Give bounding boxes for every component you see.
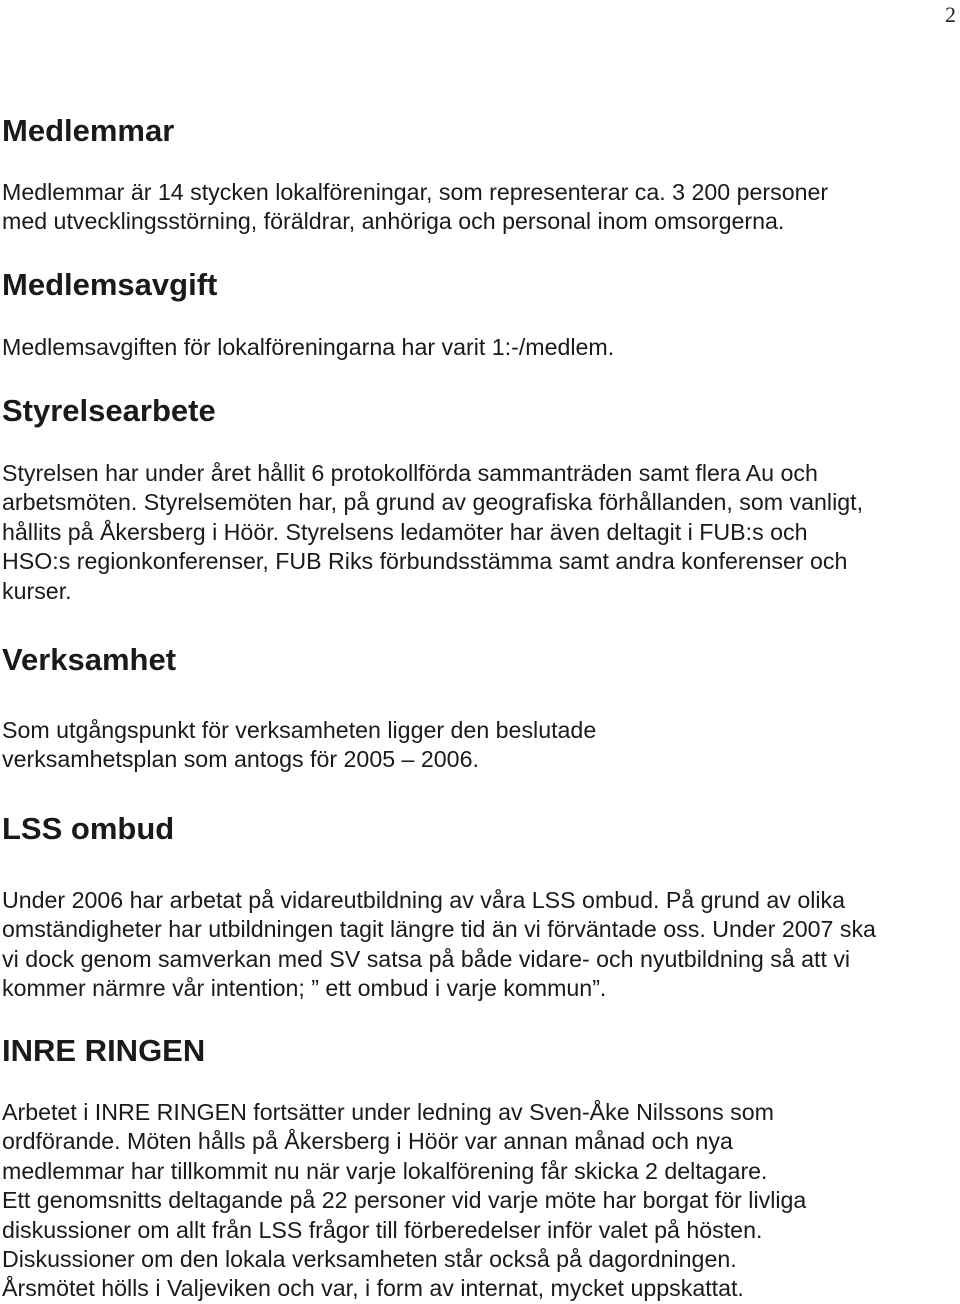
section-heading-verksamhet: Verksamhet (2, 642, 177, 677)
text-line: hållits på Åkersberg i Höör. Styrelsens ledamöter har även deltagit i FUB:s och (2, 518, 808, 545)
section-heading-lss-ombud: LSS ombud (2, 811, 175, 846)
text-line: Diskussioner om den lokala verksamheten står också på dagordningen. (2, 1246, 737, 1273)
section-heading-medlemmar: Medlemmar (2, 113, 175, 148)
text-line: Årsmötet hölls i Valjeviken och var, i form av internat, mycket uppskattat. (2, 1275, 744, 1302)
text-line: omständigheter har utbildningen tagit längre tid än vi förväntade oss. Under 2007 ska (2, 916, 876, 943)
section-heading-medlemsavgift: Medlemsavgift (2, 267, 218, 302)
text-line: arbetsmöten. Styrelsemöten har, på grund av geografiska förhållanden, som vanligt, (2, 489, 864, 516)
section-body-inre-ringen (2, 1098, 958, 1304)
text-line: kurser. (2, 577, 72, 604)
text-line: med utvecklingsstörning, föräldrar, anhöriga och personal inom omsorgerna. (2, 208, 785, 235)
text-line: kommer närmre vår intention; ” ett ombud i varje kommun”. (2, 975, 607, 1002)
section-heading-inre-ringen: INRE RINGEN (2, 1033, 206, 1068)
text-line: ordförande. Möten hålls på Åkersberg i Höör var annan månad och nya (2, 1128, 733, 1155)
section-body-styrelsearbete (2, 459, 958, 606)
page-number: 2 (945, 2, 956, 27)
text-line: Arbetet i INRE RINGEN fortsätter under ledning av Sven-Åke Nilssons som (2, 1099, 774, 1125)
text-line: diskussioner om allt från LSS frågor till förberedelser inför valet på hösten. (2, 1216, 763, 1243)
text-line: Under 2006 har arbetat på vidareutbildning av våra LSS ombud. På grund av olika (2, 887, 846, 913)
section-body-medlemmar (2, 178, 958, 237)
text-line: verksamhetsplan som antogs för 2005 – 2006. (2, 746, 479, 773)
text-line: Medlemmar är 14 stycken lokalföreningar, som representerar ca. 3 200 personer (2, 179, 829, 205)
section-body-verksamhet (2, 716, 958, 775)
text-line: medlemmar har tillkommit nu när varje lokalförening får skicka 2 deltagare. (2, 1157, 768, 1184)
text-line: Som utgångspunkt för verksamheten ligger den beslutade (2, 717, 597, 743)
text-line: Ett genomsnitts deltagande på 22 personer vid varje möte har borgat för livliga (2, 1187, 807, 1214)
section-heading-styrelsearbete: Styrelsearbete (2, 393, 216, 428)
text-line: Styrelsen har under året hållit 6 protokollförda sammanträden samt flera Au och (2, 460, 818, 486)
text-line: HSO:s regionkonferenser, FUB Riks förbundsstämma samt andra konferenser och (2, 548, 848, 575)
text-line: Medlemsavgiften för lokalföreningarna har varit 1:-/medlem. (2, 334, 615, 360)
text-line: vi dock genom samverkan med SV satsa på både vidare- och nyutbildning så att vi (2, 945, 851, 972)
section-body-lss-ombud (2, 886, 958, 1004)
section-body-medlemsavgift (2, 333, 958, 362)
